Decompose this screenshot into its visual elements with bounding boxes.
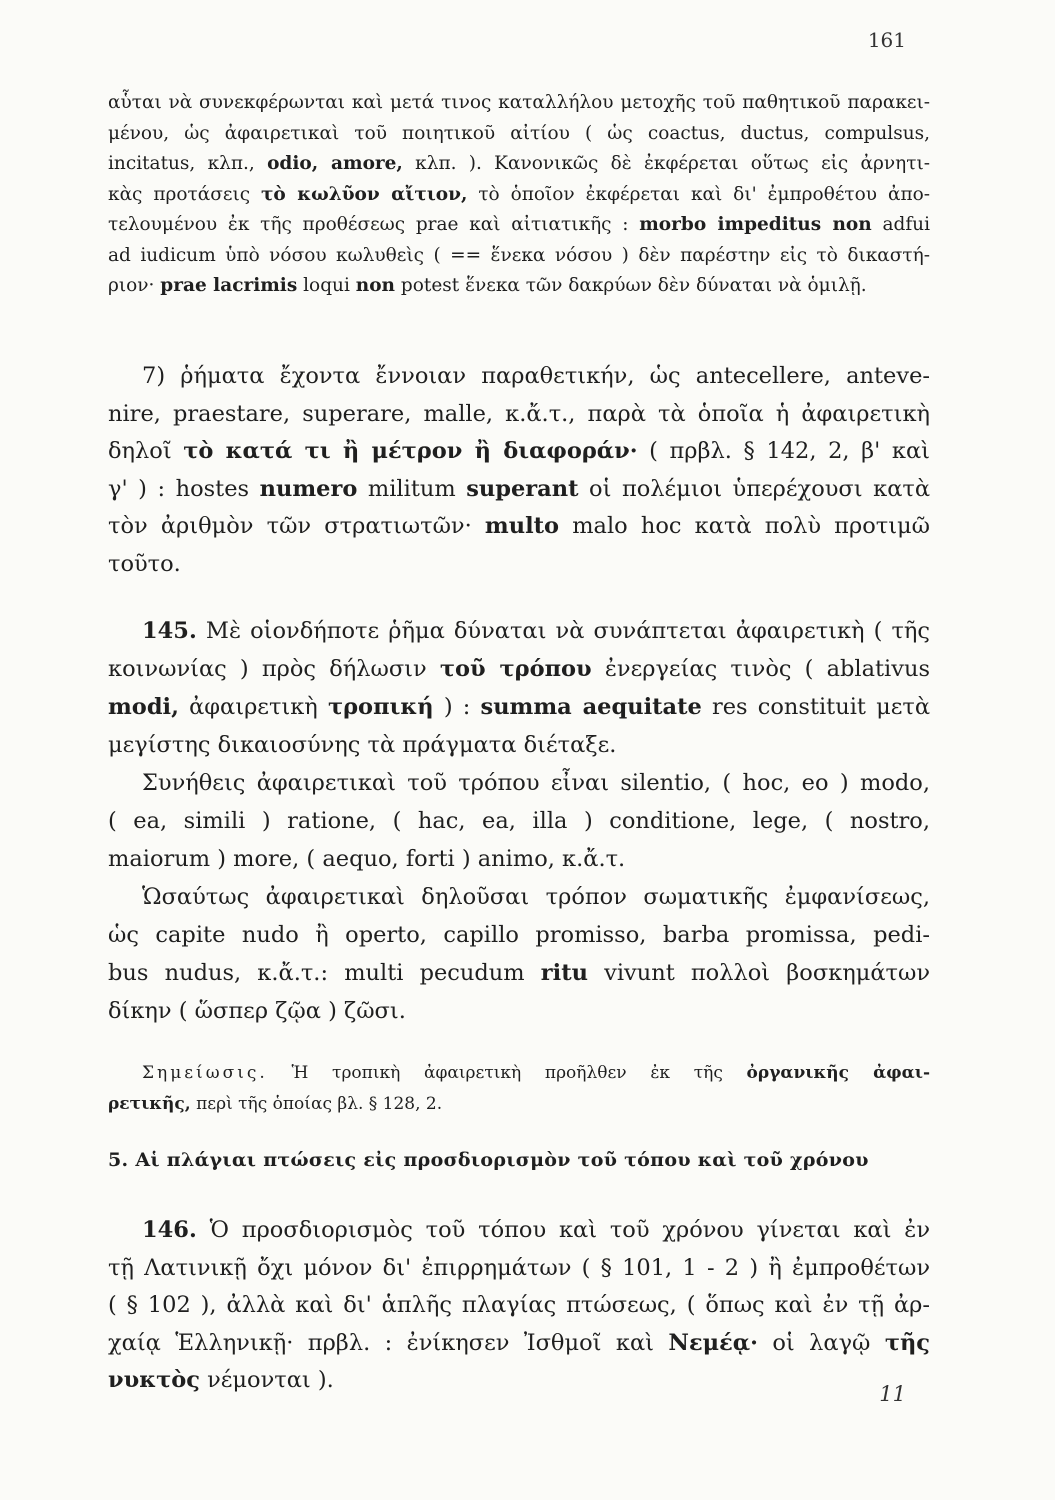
text-run: γ' ) : hostes [108, 475, 250, 502]
text-line [108, 210, 930, 241]
bold-term: ρετικῆς, [108, 1094, 191, 1114]
bold-term: Νεμέᾳ· [668, 1329, 758, 1356]
text-line: δίκην ( ὥσπερ ζῷα ) ζῶσι. [108, 998, 406, 1024]
text-line [108, 1089, 930, 1120]
text-line [108, 180, 930, 211]
text-line [108, 1362, 930, 1400]
section-146 [108, 1212, 930, 1400]
note [108, 1058, 930, 1120]
text-run: res constituit μετὰ [711, 694, 931, 720]
text-run: κὰς προτάσεις [108, 183, 251, 205]
signature-mark: 11 [879, 1382, 906, 1406]
text-line [108, 433, 930, 471]
bold-term: τὸ κατά τι ἢ μέτρον ἢ διαφοράν· [183, 438, 638, 464]
section-heading [108, 1146, 930, 1174]
text-line: ( § 102 ), ἀλλὰ καὶ δι' ἁπλῆς πλαγίας πτώσεως, ( ὅπως καὶ ἐν τῇ ἀρ- [108, 1292, 930, 1318]
text-line [108, 1212, 930, 1250]
text-run: περὶ τῆς ὁποίας βλ. § 128, 2. [196, 1094, 443, 1114]
text-run: bus nudus, κ.ἄ.τ.: multi pecudum [108, 960, 525, 986]
bold-term: modi, [108, 694, 179, 720]
text-run: ( πρβλ. § 142, 2, β' καὶ [649, 438, 930, 464]
bold-term: τῆς [884, 1329, 931, 1356]
text-run: τελουμένου ἐκ τῆς προθέσεως prae καὶ αἰτιατικῆς : [108, 214, 629, 235]
text-run: Ἡ τροπικὴ ἀφαιρετικὴ προῆλθεν ἐκ τῆς [291, 1063, 723, 1083]
text-run: οἱ πολέμιοι ὑπερέχουσι κατὰ [589, 475, 931, 502]
text-line: Ὡσαύτως ἀφαιρετικαὶ δηλοῦσαι τρόπον σωματικῆς ἐμφανίσεως, [142, 884, 930, 910]
text-run: incitatus, κλπ., [108, 153, 255, 174]
page-number: 161 [867, 28, 906, 52]
text-line [108, 650, 930, 688]
text-run: malo hoc κατὰ πολὺ προτιμῶ [572, 513, 930, 539]
bold-term: νυκτὸς [108, 1367, 200, 1393]
text-run: ἐνεργείας τινὸς ( ablativus [604, 656, 930, 682]
text-run: ἀφαιρετικὴ [189, 694, 318, 720]
text-run: δηλοῖ [108, 438, 172, 464]
text-line: 7) ῥήματα ἔχοντα ἔννοιαν παραθετικήν, ὡς antecellere, anteve- [142, 363, 930, 389]
text-run: Ὁ προσδιορισμὸς τοῦ τόπου καὶ τοῦ χρόνου γίνεται καὶ ἐν [209, 1217, 930, 1243]
text-run: vivunt πολλοὶ βοσκημάτων [604, 960, 931, 986]
section-145 [108, 612, 930, 1030]
bold-term: prae lacrimis [160, 275, 298, 296]
bold-term: superant [466, 475, 579, 502]
text-run: χαίᾳ Ἑλληνικῇ· πρβλ. : ἐνίκησεν Ἰσθμοῖ καὶ [108, 1329, 654, 1356]
text-line [108, 149, 930, 180]
bold-term: morbo impeditus non [639, 214, 872, 235]
text-line [108, 688, 930, 726]
text-line [108, 954, 930, 992]
bold-term: ὀργανικῆς ἀφαι- [746, 1063, 930, 1083]
text-line: ad iudicum ὑπὸ νόσου κωλυθεὶς ( == ἕνεκα νόσου ) δὲν παρέστην εἰς τὸ δικαστή- [108, 244, 930, 266]
text-run: militum [367, 475, 456, 502]
text-run: νέμονται ). [207, 1367, 334, 1393]
text-run: κοινωνίας ) πρὸς δήλωσιν [108, 656, 427, 682]
section-number: 145. [142, 618, 197, 644]
bold-term: multo [484, 513, 560, 539]
text-line: ὡς capite nudo ἢ operto, capillo promisso, barba promissa, pedi- [108, 922, 930, 948]
text-run: τὸ ὁποῖον ἐκφέρεται καὶ δι' ἐμπροθέτου ἀπο- [478, 183, 930, 205]
text-run: οἱ λαγῷ [772, 1329, 871, 1356]
text-run: ) : [443, 694, 471, 720]
text-line: τοῦτο. [108, 550, 181, 577]
bold-term: summa aequitate [480, 694, 702, 720]
text-run: ριον· [108, 275, 155, 296]
note-label: Σημείωσις. [142, 1063, 268, 1083]
text-line [108, 271, 930, 302]
text-run: adfui [882, 214, 931, 235]
section-number: 146. [142, 1217, 197, 1243]
bold-term: τὸ κωλῦον αἴτιον, [260, 183, 468, 205]
bold-term: ritu [540, 960, 588, 986]
bold-term: numero [259, 475, 358, 502]
text-run: potest ἕνεκα τῶν δακρύων δὲν δύναται νὰ ὁμιλῇ. [400, 275, 867, 296]
paragraph-continuation [108, 88, 930, 302]
text-line: Συνήθεις ἀφαιρετικαὶ τοῦ τρόπου εἶναι silentio, ( hoc, eo ) modo, [142, 770, 930, 796]
bold-term: odio, amore, [267, 153, 403, 174]
text-line [108, 471, 930, 509]
text-line [108, 508, 930, 546]
bold-term: non [355, 275, 396, 296]
text-line: μένου, ὡς ἀφαιρετικαὶ τοῦ ποιητικοῦ αἰτίου ( ὡς coactus, ductus, compulsus, [108, 122, 930, 144]
bold-term: τοῦ τρόπου [439, 656, 592, 682]
text-line: maiorum ) more, ( aequo, forti ) animo, κ.ἄ.τ. [108, 846, 626, 872]
paragraph-rule-7 [108, 358, 930, 583]
text-line: αὗται νὰ συνεκφέρωνται καὶ μετά τινος καταλλήλου μετοχῆς τοῦ παθητικοῦ παρακει- [108, 92, 930, 113]
text-line [108, 1325, 930, 1363]
text-run: Μὲ οἱονδήποτε ῥῆμα δύναται νὰ συνάπτεται ἀφαιρετικὴ ( τῆς [205, 618, 930, 644]
text-line [108, 612, 930, 650]
text-line [108, 1058, 930, 1089]
text-run: loqui [303, 275, 350, 296]
text-line: τῇ Λατινικῇ ὄχι μόνον δι' ἐπιρρημάτων ( § 101, 1 - 2 ) ἢ ἐμπροθέτων [108, 1254, 930, 1281]
text-line: nire, praestare, superare, malle, κ.ἄ.τ., παρὰ τὰ ὁποῖα ἡ ἀφαιρετικὴ [108, 400, 930, 427]
text-run: τὸν ἀριθμὸν τῶν στρατιωτῶν· [108, 513, 472, 539]
heading-text: 5. Αἱ πλάγιαι πτώσεις εἰς προσδιορισμὸν τοῦ τόπου καὶ τοῦ χρόνου [108, 1149, 869, 1171]
text-run: κλπ. ). Κανονικῶς δὲ ἐκφέρεται οὕτως εἰς ἀρνητι- [415, 153, 930, 174]
bold-term: τροπική [327, 694, 434, 720]
text-line: ( ea, simili ) ratione, ( hac, ea, illa ) conditione, lege, ( nostro, [108, 808, 930, 834]
text-line: μεγίστης δικαιοσύνης τὰ πράγματα διέταξε. [108, 732, 617, 758]
